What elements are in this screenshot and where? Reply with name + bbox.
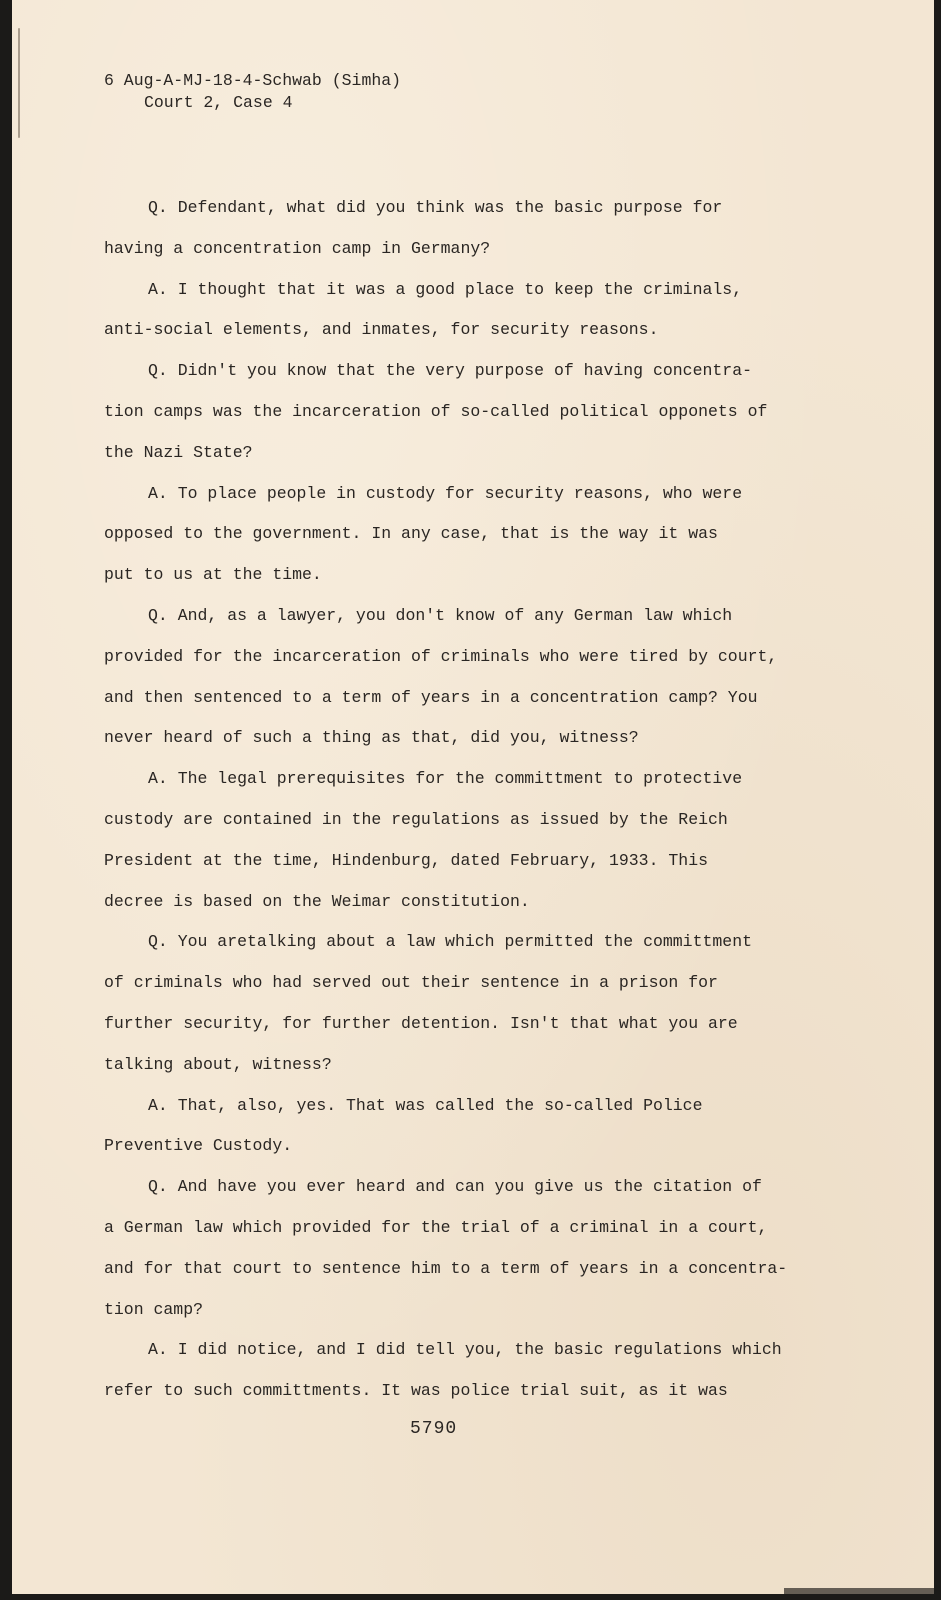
transcript-line: the Nazi State? xyxy=(104,442,253,462)
document-header xyxy=(104,70,401,114)
transcript-line: having a concentration camp in Germany? xyxy=(104,238,491,258)
transcript-line: Preventive Custody. xyxy=(104,1136,293,1156)
transcript-line: refer to such committments. It was police trial suit, as it was xyxy=(104,1381,728,1401)
transcript-line: a German law which provided for the trial of a criminal in a court, xyxy=(104,1217,768,1237)
transcript-line: tion camp? xyxy=(104,1299,204,1319)
transcript-line: further security, for further detention. Isn't that what you are xyxy=(104,1013,738,1033)
page-number: 5790 xyxy=(410,1419,458,1439)
transcript-line: A. That, also, yes. That was called the so-called Police xyxy=(148,1095,703,1115)
transcript-line: Q. Didn't you know that the very purpose of having concentra- xyxy=(148,361,752,381)
transcript-line: A. The legal prerequisites for the committment to protective xyxy=(148,769,743,789)
binding-edge-mark xyxy=(18,28,20,138)
transcript-line: Q. And, as a lawyer, you don't know of any German law which xyxy=(148,605,733,625)
header-court-case: Court 2, Case 4 xyxy=(144,93,293,112)
transcript-line: custody are contained in the regulations as issued by the Reich xyxy=(104,809,728,829)
header-file-reference: 6 Aug-A-MJ-18-4-Schwab (Simha) xyxy=(104,71,402,90)
transcript-body xyxy=(104,188,824,1412)
transcript-line: never heard of such a thing as that, did you, witness? xyxy=(104,728,639,748)
transcript-line: A. I did notice, and I did tell you, the basic regulations which xyxy=(148,1340,782,1360)
transcript-line: talking about, witness? xyxy=(104,1054,332,1074)
transcript-line: Q. Defendant, what did you think was the basic purpose for xyxy=(148,198,723,217)
document-page xyxy=(12,0,934,1594)
transcript-line: decree is based on the Weimar constitution. xyxy=(104,891,530,911)
transcript-line: anti-social elements, and inmates, for security reasons. xyxy=(104,320,659,340)
transcript-line: opposed to the government. In any case, that is the way it was xyxy=(104,524,718,544)
transcript-line: put to us at the time. xyxy=(104,565,322,585)
transcript-line: Q. And have you ever heard and can you give us the citation of xyxy=(148,1177,762,1197)
scan-edge-shadow xyxy=(784,1588,934,1594)
transcript-line: of criminals who had served out their sentence in a prison for xyxy=(104,973,718,993)
transcript-line: A. I thought that it was a good place to keep the criminals, xyxy=(148,279,743,299)
transcript-line: and then sentenced to a term of years in a concentration camp? You xyxy=(104,687,758,707)
transcript-line: provided for the incarceration of criminals who were tired by court, xyxy=(104,646,778,666)
transcript-line: tion camps was the incarceration of so-called political opponets of xyxy=(104,401,768,421)
transcript-line: A. To place people in custody for security reasons, who were xyxy=(148,483,743,503)
transcript-line: Q. You aretalking about a law which permitted the committment xyxy=(148,932,752,952)
transcript-line: President at the time, Hindenburg, dated February, 1933. This xyxy=(104,850,708,870)
transcript-line: and for that court to sentence him to a term of years in a concentra- xyxy=(104,1258,788,1278)
